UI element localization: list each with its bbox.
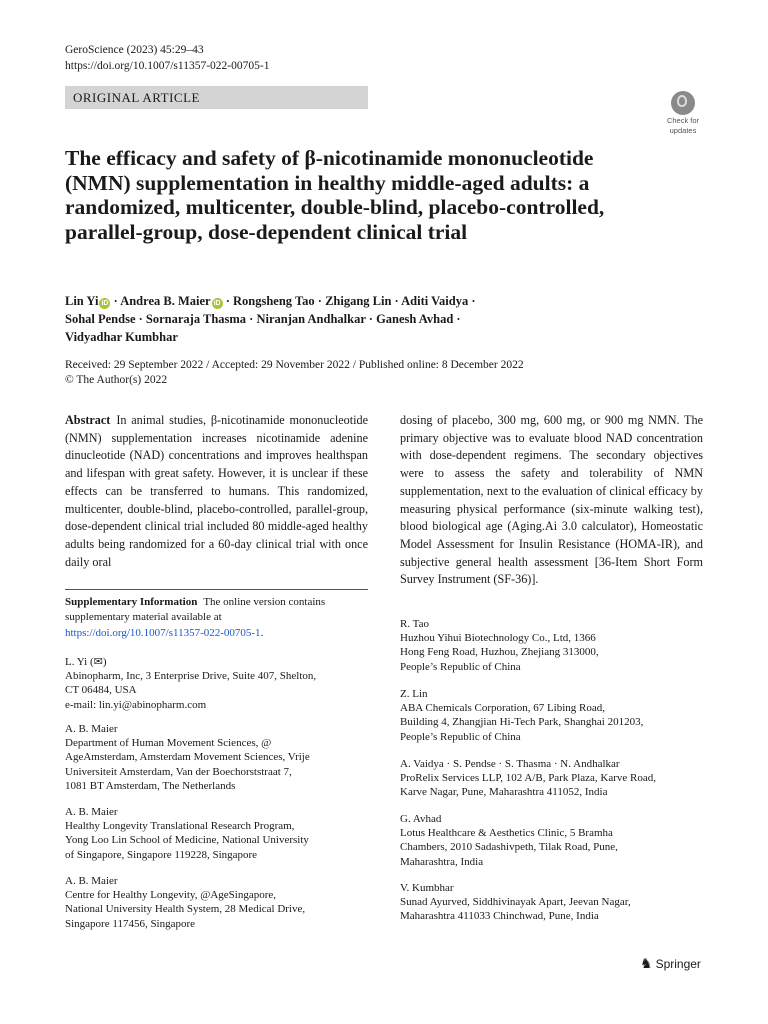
check-for-updates-badge[interactable] <box>661 91 705 133</box>
received-accepted: Received: 29 September 2022 / Accepted: 29 November 2022 / <box>65 359 359 371</box>
affiliation-block: A. B. Maier Centre for Healthy Longevity, @AgeSingapore, National University Health System, 28 Medical Drive, Singapore 117456, Singapore <box>65 875 306 930</box>
affiliation-block: L. Yi (✉) Abinopharm, Inc, 3 Enterprise Drive, Suite 407, Shelton, CT 06484, USA e-mail: lin.yi@abinopharm.com <box>65 656 317 711</box>
journal-citation: GeroScience (2023) 45:29–43 <box>65 44 204 56</box>
copyright: © The Author(s) 2022 <box>65 374 168 386</box>
journal-doi[interactable]: https://doi.org/10.1007/s11357-022-00705-1 <box>65 60 270 72</box>
published-online: Published online: 8 December 2022 <box>358 359 524 371</box>
affiliation-block: V. Kumbhar Sunad Ayurved, Siddhivinayak Apart, Jeevan Nagar, Maharashtra 411033 Chinchwad, Pune, India <box>400 882 631 923</box>
author-line-2: Sohal Pendse · Sornaraja Thasma · Niranjan Andhalkar · Ganesh Avhad · <box>65 312 461 326</box>
author-lin-yi[interactable]: Lin Yi <box>65 294 99 308</box>
abstract-text-left: In animal studies, β-nicotinamide mononucleotide (NMN) supplementation increases nicotinamide adenine dinucleotide (NAD) concentrations and improves healthspan and lifespan with great safety. However, it is unclear if these effects can be transferred to humans. This randomized, multicenter, double-blind, placebo-controlled, parallel-group, dose-dependent clinical trial included 80 middle-aged healthy adults being randomized for a 60-day clinical trial with once daily oral <box>65 413 368 569</box>
article-dates <box>65 358 625 388</box>
check-for-updates-icon <box>671 91 695 115</box>
supplementary-label: Supplementary Information <box>65 596 198 608</box>
supplementary-information: Supplementary Information The online version contains supplementary material available at https://doi.org/10.1007/s11357-022-00705-1. <box>65 596 326 639</box>
author-line-3: Vidyadhar Kumbhar <box>65 330 178 344</box>
article-type-banner: ORIGINAL ARTICLE <box>65 86 368 109</box>
author-list <box>65 292 545 346</box>
publisher-logo <box>640 955 701 972</box>
abstract-heading: Abstract <box>65 413 111 427</box>
author-line-1-rest: Rongsheng Tao · Zhigang Lin · Aditi Vaidya · <box>233 294 476 308</box>
author-email[interactable]: e-mail: lin.yi@abinopharm.com <box>65 698 207 711</box>
abstract-column-left <box>65 412 368 571</box>
article-title: The efficacy and safety of β-nicotinamide mononucleotide (NMN) supplementation in healthy middle-aged adults: a randomized, multicenter, double-blind, placebo-controlled, parallel-group, dose-dependent clinical trial <box>65 146 605 244</box>
affiliation-block: R. Tao Huzhou Yihui Biotechnology Co., Ltd, 1366 Hong Feng Road, Huzhou, Zhejiang 313000, People’s Republic of China <box>400 618 599 673</box>
journal-header <box>65 42 269 74</box>
affiliation-block: A. Vaidya · S. Pendse · S. Thasma · N. Andhalkar ProRelix Services LLP, 102 A/B, Park Plaza, Karve Road, Karve Nagar, Pune, Maharashtra 411052, India <box>400 758 657 799</box>
footnote-divider <box>65 589 368 590</box>
badge-line-1: Check for <box>666 116 700 125</box>
orcid-icon[interactable]: iD <box>213 300 221 307</box>
springer-horse-icon: ♞ <box>640 955 653 971</box>
orcid-icon[interactable]: iD <box>101 300 109 307</box>
publisher-name: Springer <box>655 957 701 971</box>
affiliation-block: A. B. Maier Department of Human Movement Sciences, @ AgeAmsterdam, Amsterdam Movement Sciences, Vrije Universiteit Amsterdam, Van der Boechorststraat 7, 1081 BT Amsterdam, The Netherlands <box>65 723 310 792</box>
badge-line-2: updates <box>669 126 697 135</box>
affiliation-block: A. B. Maier Healthy Longevity Translational Research Program, Yong Loo Lin School of Medicine, National University of Singapore, Singapore 119228, Singapore <box>65 806 309 861</box>
abstract-column-right: dosing of placebo, 300 mg, 600 mg, or 900 mg NMN. The primary objective was to evaluate blood NAD concentration with dose-dependent regimens. The secondary objectives were to assess the safety and tolerability of NMN supplementation, next to the evaluation of clinical efficacy by measuring physical performance (six-minute walking test), blood biological age (Aging.Ai 3.0 calculator), Homeostatic Model Assessment for Insulin Resistance (HOMA-IR), and subjective general health assessment [36-Item Short Form Survey Instrument (SF-36)]. <box>400 413 703 587</box>
affiliation-block: G. Avhad Lotus Healthcare & Aesthetics Clinic, 5 Bramha Chambers, 2010 Sadashivpeth, Tilak Road, Pune, Maharashtra, India <box>400 813 618 868</box>
affiliation-block: Z. Lin ABA Chemicals Corporation, 67 Libing Road, Building 4, Zhangjian Hi-Tech Park, Shanghai 201203, People’s Republic of China <box>400 688 644 743</box>
author-andrea-maier[interactable]: Andrea B. Maier <box>120 294 211 308</box>
author-line-1: Lin Yi iD · Andrea B. Maier iD · Rongsheng Tao · Zhigang Lin · Aditi Vaidya · <box>65 294 476 308</box>
supplementary-link[interactable]: https://doi.org/10.1007/s11357-022-00705-1 <box>65 626 261 639</box>
